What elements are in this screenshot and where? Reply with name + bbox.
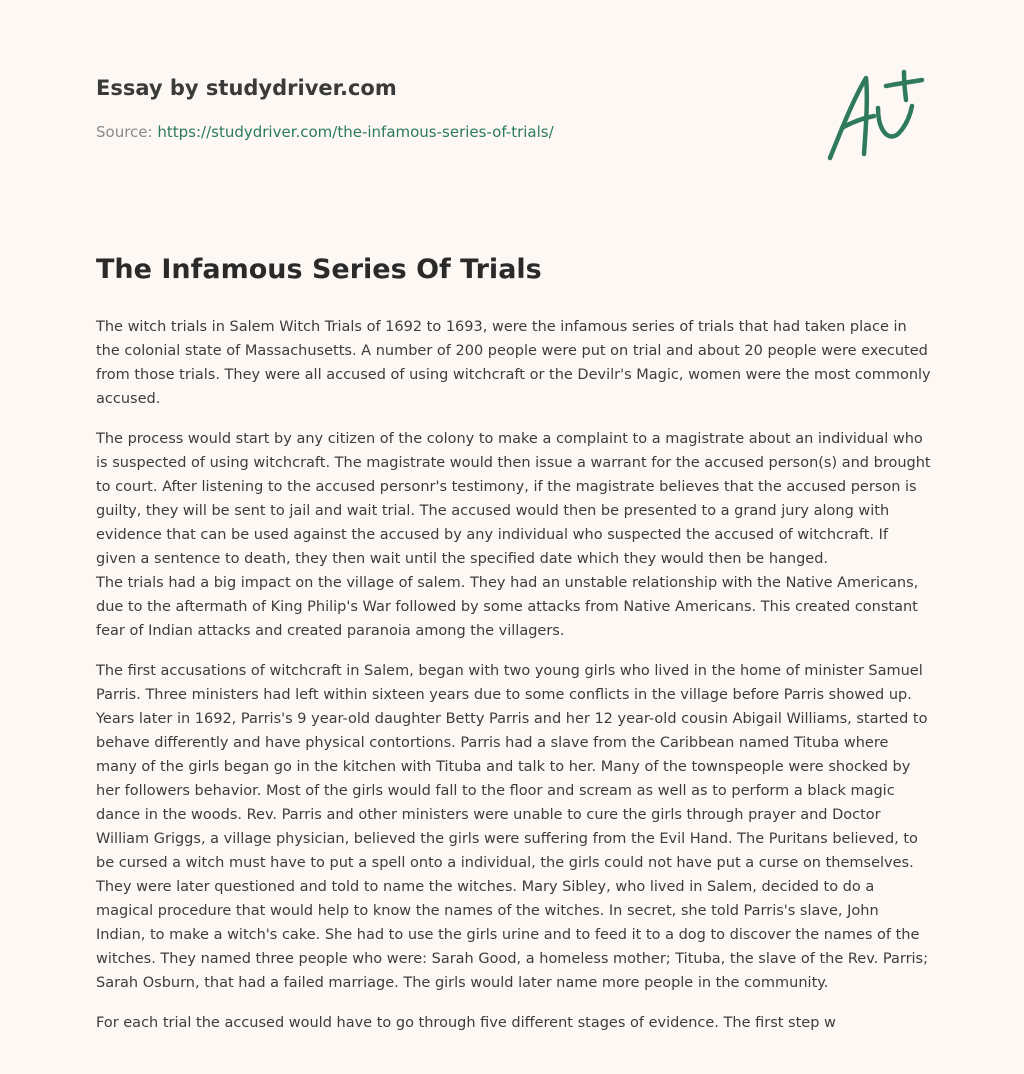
paragraph-text: The trials had a big impact on the village of salem. They had an unstable relationship with the Native Americans, due to the aftermath of King Philip's War followed by some attacks from Native Americans. This created constant fear of Indian attacks and created paranoia among the villagers. [96, 575, 919, 639]
source-link[interactable]: https://studydriver.com/the-infamous-series-of-trials/ [157, 123, 554, 141]
paragraph: For each trial the accused would have to go through five different stages of evidence. The first step w [96, 1015, 836, 1031]
paragraph: The first accusations of witchcraft in Salem, began with two young girls who lived in the home of minister Samuel Parris. Three ministers had left within sixteen years due to some conflicts in the village before Parris showed up. Years later in 1692, Parris's 9 year-old daughter Betty Parris and her 12 year-old cousin Abigail Williams, started to behave differently and have physical contortions. Parris had a slave from the Caribbean named Tituba where many of the girls began go in the kitchen with Tituba and talk to her. Many of the townspeople were shocked by her followers behavior. Most of the girls would fall to the floor and scream as well as to perform a black magic dance in the woods. Rev. Parris and other ministers were unable to cure the girls through prayer and Doctor William Griggs, a village physician, believed the girls were suffering from the Evil Hand. The Puritans believed, to be cursed a witch must have to put a spell onto a individual, the girls could not have put a curse on themselves. They were later questioned and told to name the witches. Mary Sibley, who lived in Salem, decided to do a magical procedure that would help to know the names of the witches. In secret, she told Parris's slave, John Indian, to make a witch's cake. She had to use the girls urine and to feed it to a dog to discover the names of the witches. They named three people who were: Sarah Good, a homeless mother; Tituba, the slave of the Rev. Parris; Sarah Osburn, that had a failed marriage. The girls would later name more people in the community. [96, 663, 929, 991]
source-line [96, 123, 554, 141]
paragraph-text: The process would start by any citizen of the colony to make a complaint to a magistrate about an individual who is suspected of using witchcraft. The magistrate would then issue a warrant for the accused person(s) and brought to court. After listening to the accused personr's testimony, if the magistrate believes that the accused person is guilty, they will be sent to jail and wait trial. The accused would then be presented to a grand jury along with evidence that can be used against the accused by any individual who suspected the accused of witchcraft. If given a sentence to death, they then wait until the specified date which they would then be hanged. [96, 431, 931, 567]
paragraph: The witch trials in Salem Witch Trials of 1692 to 1693, were the infamous series of trials that had taken place in the colonial state of Massachusetts. A number of 200 people were put on trial and about 20 people were executed from those trials. They were all accused of using witchcraft or the Devilr's Magic, women were the most commonly accused. [96, 319, 931, 407]
essay-title: The Infamous Series Of Trials [96, 254, 542, 285]
site-brand: Essay by studydriver.com [96, 76, 397, 100]
source-label: Source: [96, 123, 153, 141]
paragraph [96, 427, 932, 643]
a-plus-logo-icon [826, 68, 926, 164]
essay-body [96, 315, 932, 1051]
